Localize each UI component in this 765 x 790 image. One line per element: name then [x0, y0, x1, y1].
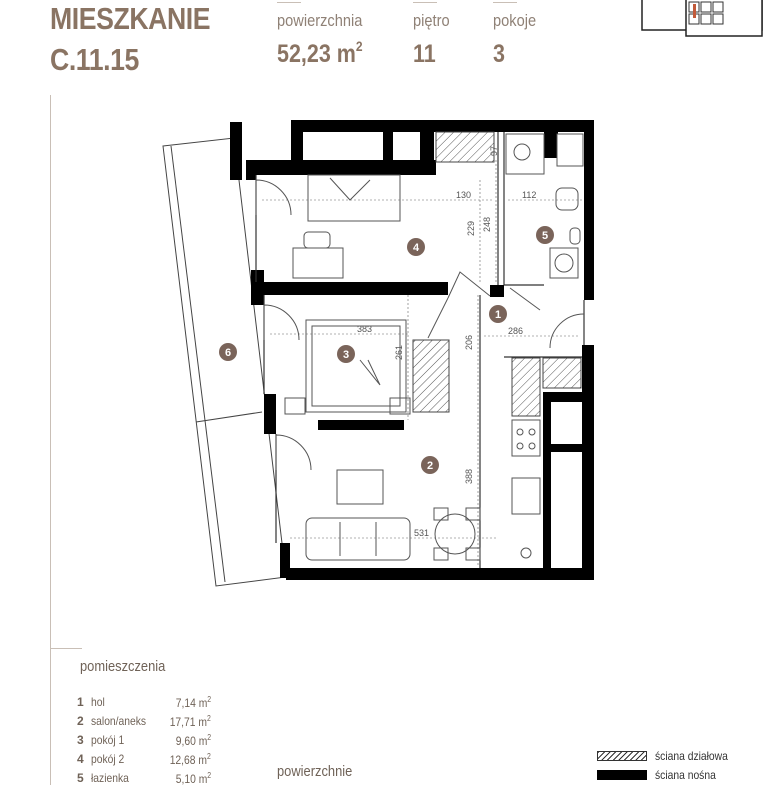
room-name: pokój 2 — [91, 752, 125, 766]
legend-label: ściana nośna — [655, 768, 716, 782]
svg-text:261: 261 — [394, 344, 404, 360]
room-area: 17,71 $m^2$ — [169, 714, 211, 729]
svg-text:388: 388 — [464, 468, 474, 484]
structural-wall-swatch — [597, 770, 647, 780]
structural-walls — [230, 120, 594, 580]
svg-text:229: 229 — [466, 220, 476, 236]
areas-section-title: powierzchnie — [277, 763, 353, 780]
room-badge-3 — [337, 345, 355, 363]
room-name: salon/aneks — [91, 714, 147, 728]
stat-rooms-value: 3 — [493, 40, 505, 68]
room-row-lazienka — [77, 771, 217, 790]
svg-text:6: 6 — [224, 347, 232, 359]
rooms-list — [77, 695, 217, 790]
room-number: 4 — [77, 752, 84, 766]
svg-text:206: 206 — [464, 334, 474, 350]
svg-text:286: 286 — [508, 326, 524, 336]
svg-text:383: 383 — [357, 324, 373, 334]
svg-text:1: 1 — [494, 309, 502, 321]
stat-floor-value: 11 — [413, 40, 436, 68]
title-line-2: C.11.15 — [50, 42, 139, 77]
room-number: 5 — [77, 771, 84, 785]
room-badge-4 — [407, 238, 425, 256]
svg-text:531: 531 — [414, 528, 430, 538]
stat-area-label: powierzchnia — [277, 11, 363, 30]
svg-text:130: 130 — [456, 190, 472, 200]
rooms-section-title: pomieszczenia — [80, 658, 166, 675]
svg-text:4: 4 — [412, 242, 420, 254]
title-line-1: MIESZKANIE — [50, 1, 211, 36]
svg-text:2: 2 — [426, 460, 434, 472]
room-name: hol — [91, 695, 105, 709]
svg-text:3: 3 — [342, 349, 350, 361]
room-row-salon — [77, 714, 217, 733]
room-number: 1 — [77, 695, 84, 709]
room-row-hol — [77, 695, 217, 714]
room-number: 3 — [77, 733, 84, 747]
room-badge-5 — [536, 226, 554, 244]
svg-text:248: 248 — [482, 216, 492, 232]
room-name: łazienka — [91, 771, 129, 785]
stat-rooms-label: pokoje — [493, 11, 537, 30]
room-number: 2 — [77, 714, 84, 728]
svg-text:97: 97 — [489, 145, 499, 156]
legend-label: ściana działowa — [655, 749, 728, 763]
room-name: pokój 1 — [91, 733, 125, 747]
partition-wall-swatch — [597, 751, 647, 761]
room-badge-2 — [421, 456, 439, 474]
room-row-pokoj-2 — [77, 752, 217, 771]
room-badge-1 — [489, 305, 507, 323]
room-area: 5,10 $m^2$ — [175, 771, 211, 786]
hatched-blocks — [413, 132, 581, 416]
stat-area-value: 52,23 $m^2$ — [277, 38, 363, 68]
stat-floor-label: piętro — [413, 11, 450, 30]
section-divider — [50, 648, 82, 649]
room-badge-6 — [219, 343, 237, 361]
room-area: 7,14 $m^2$ — [175, 695, 211, 710]
room-area: 12,68 $m^2$ — [169, 752, 211, 767]
doors — [256, 180, 584, 470]
svg-text:5: 5 — [541, 230, 549, 242]
balcony-outline — [163, 138, 286, 586]
room-area: 9,60 $m^2$ — [175, 733, 211, 748]
room-row-pokoj-1 — [77, 733, 217, 752]
svg-text:112: 112 — [522, 190, 537, 200]
